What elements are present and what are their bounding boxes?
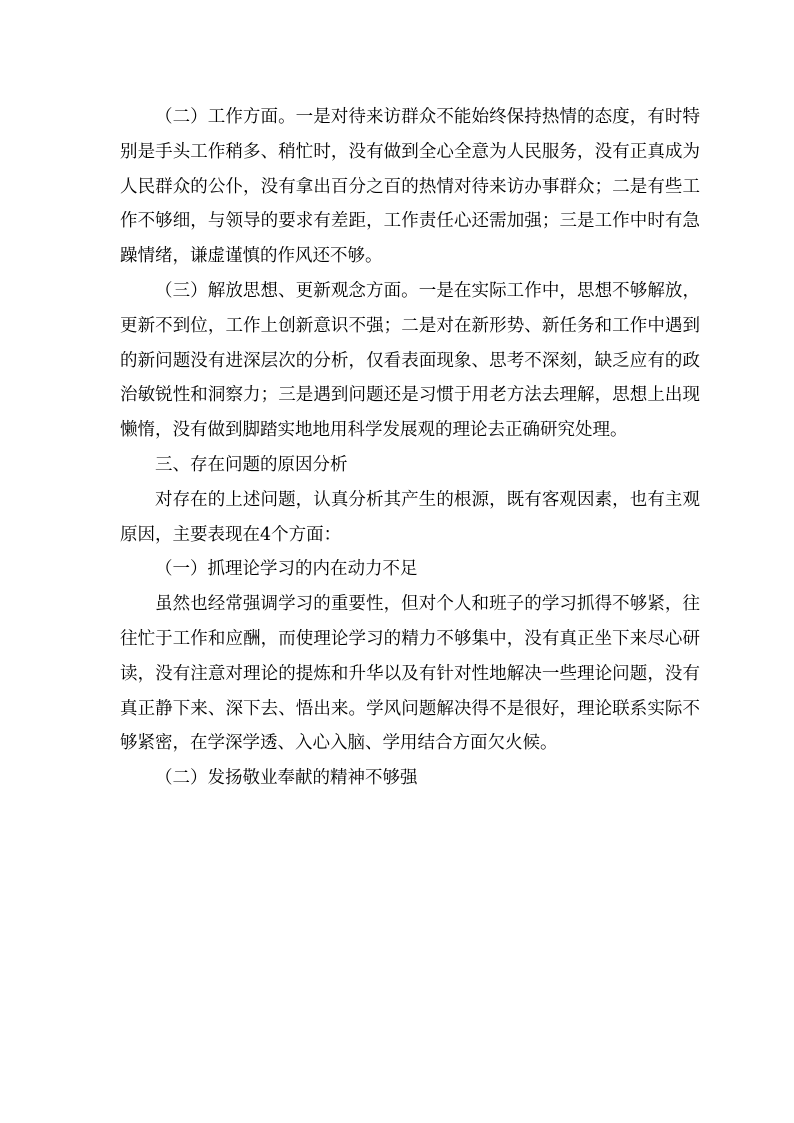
subheading-dedication: （二）发扬敬业奉献的精神不够强	[155, 768, 418, 789]
subheading-theory-study: （一）抓理论学习的内在动力不足	[155, 559, 418, 580]
paragraph-work-aspect: （二）工作方面。一是对待来访群众不能始终保持热情的态度，有时特别是手头工作稍多、稍忙时，没有做到全心全意为人民服务，没有正真成为人民群众的公仆，没有拿出百分之百的热情对待来访办事群众；二是有些工作不够细，与领导的要求有差距，工作责任心还需加强；三是工作中时有急躁情绪，谦虚谨慎的作风还不够。	[120, 107, 700, 267]
document-body	[120, 100, 700, 796]
paragraph-theory-study: 虽然也经常强调学习的重要性，但对个人和班子的学习抓得不够紧，往往忙于工作和应酬，而使理论学习的精力不够集中，没有真正坐下来尽心研读，没有注意对理论的提炼和升华以及有针对性地解决一些理论问题，没有真正静下来、深下去、悟出来。学风问题解决得不是很好，理论联系实际不够紧密，在学深学透、入心入脑、学用结合方面欠火候。	[120, 594, 700, 754]
paragraph-cause-intro: 对存在的上述问题，认真分析其产生的根源，既有客观因素，也有主观原因，主要表现在4个方面：	[120, 489, 700, 545]
paragraph-emancipate-thought: （三）解放思想、更新观念方面。一是在实际工作中，思想不够解放，更新不到位，工作上创新意识不强；二是对在新形势、新任务和工作中遇到的新问题没有进深层次的分析，仅看表面现象、思考不深刻，缺乏应有的政治敏锐性和洞察力；三是遇到问题还是习惯于用老方法去理解，思想上出现懒惰，没有做到脚踏实地地用科学发展观的理论去正确研究处理。	[120, 280, 700, 441]
section-heading-cause-analysis: 三、存在问题的原因分析	[155, 454, 348, 475]
